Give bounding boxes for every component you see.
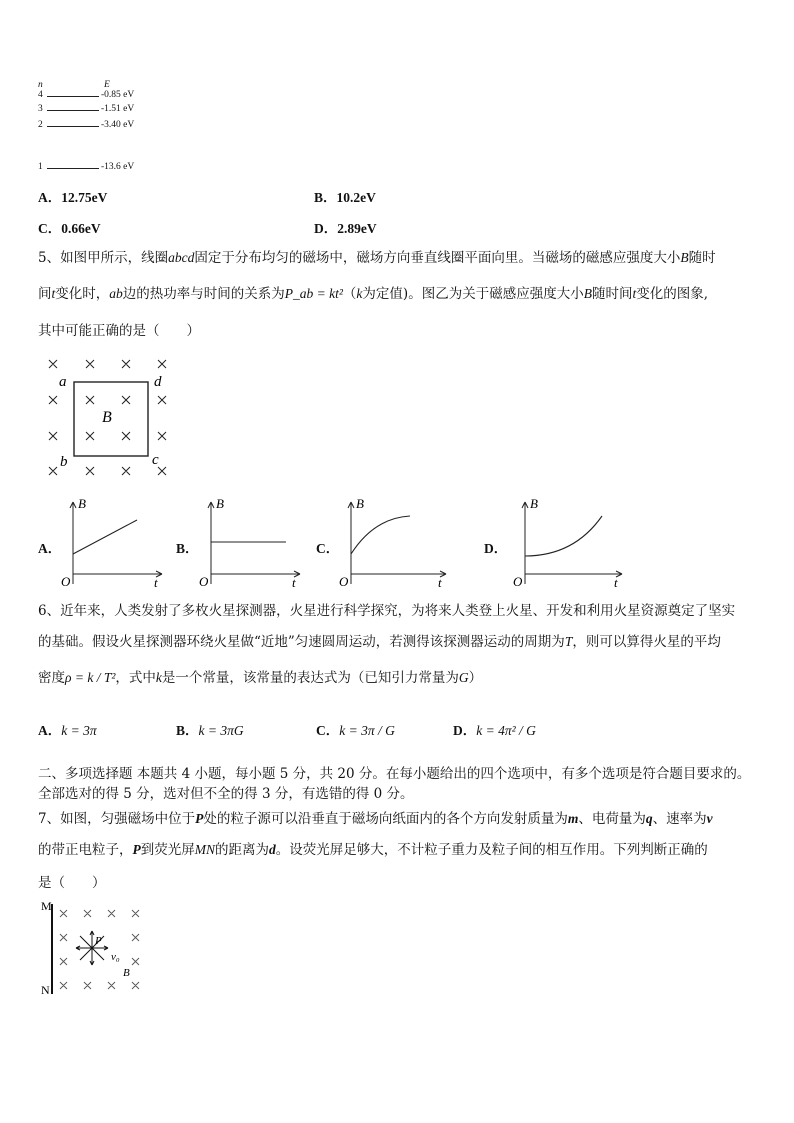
power-formula: P_ab = kt² xyxy=(284,286,343,301)
label-b: b xyxy=(60,454,68,470)
option-value: 0.66eV xyxy=(61,221,101,236)
level-energy: -1.51 eV xyxy=(101,104,135,114)
q6-option-c[interactable]: C．k = 3π / G xyxy=(316,723,395,738)
graph-b xyxy=(196,494,308,590)
q7-line-2: 的带正电粒子，P到荧光屏MN的距离为d。设荧光屏足够大，不计粒子重力及粒子间的相互作用。下列判断正确的 xyxy=(38,842,708,858)
axis-label-y: B xyxy=(530,496,538,511)
q5-line-3: 其中可能正确的是（ ） xyxy=(38,323,200,339)
graph-d xyxy=(510,494,628,590)
axis-label-y: B xyxy=(216,496,224,511)
q6-line-3: 密度ρ = k / T²，式中k是一个常量，该常量的表达式为（已知引力常量为G） xyxy=(38,670,483,686)
e-header: E xyxy=(104,80,110,90)
label-P: P xyxy=(95,935,102,947)
level-energy: -0.85 eV xyxy=(101,90,135,100)
level-line xyxy=(47,96,99,97)
level-n: 1 xyxy=(38,162,43,172)
label-M: M xyxy=(41,899,52,913)
option-d[interactable] xyxy=(314,217,377,237)
axis-label-x: t xyxy=(614,575,618,590)
option-value: 10.2eV xyxy=(336,190,376,205)
option-c[interactable] xyxy=(38,217,101,237)
label-c: c xyxy=(152,452,159,468)
axis-label-y: B xyxy=(78,496,86,511)
q6-option-b[interactable]: B．k = 3πG xyxy=(176,723,244,738)
graph-option-c[interactable]: C． xyxy=(316,541,340,556)
level-energy: -3.40 eV xyxy=(101,120,135,130)
graph-a xyxy=(58,494,170,590)
option-a[interactable] xyxy=(38,186,107,206)
q7-line-1: 7、如图，匀强磁场中位于P处的粒子源可以沿垂直于磁场向纸面内的各个方向发射质量为m、电荷量为q、速率为v xyxy=(38,811,713,827)
curve-convex xyxy=(525,516,602,556)
label-v0: v₀ xyxy=(111,951,120,963)
graph-option-a[interactable]: A． xyxy=(38,541,62,556)
option-b[interactable] xyxy=(314,186,376,206)
level-line xyxy=(47,110,99,111)
q7-line-3: 是（ ） xyxy=(38,875,106,891)
graph-option-b[interactable]: B． xyxy=(176,541,199,556)
label-a: a xyxy=(59,374,67,390)
axis-label-x: t xyxy=(154,575,158,590)
axis-label-x: t xyxy=(438,575,442,590)
level-line xyxy=(47,168,99,169)
n-header: n xyxy=(38,80,43,90)
curve-linear xyxy=(73,520,137,554)
q6-line-1: 6、近年来，人类发射了多枚火星探测器，火星进行科学探究，为将来人类登上火星、开发和利用火星资源奠定了坚实 xyxy=(38,603,736,619)
q6-line-2: 的基础。假设火星探测器环绕火星做“近地”匀速圆周运动，若测得该探测器运动的周期为T，则可以算得火星的平均 xyxy=(38,634,721,650)
level-n: 3 xyxy=(38,104,43,114)
density-formula: ρ = k / T² xyxy=(65,670,116,685)
section-2-line-1: 二、多项选择题 本题共 4 小题，每小题 5 分，共 20 分。在每小题给出的四个选项中，有多个选项是符合题目要求的。 xyxy=(38,766,751,782)
graph-option-d[interactable]: D． xyxy=(484,541,508,556)
option-label: C． xyxy=(38,221,62,236)
graph-c xyxy=(336,494,454,590)
origin-label: O xyxy=(61,574,71,589)
q5-line-1: 5、如图甲所示，线圈abcd固定于分布均匀的磁场中，磁场方向垂直线圈平面向里。当磁场的磁感应强度大小B随时 xyxy=(38,250,716,266)
label-N: N xyxy=(41,983,50,997)
level-n: 4 xyxy=(38,90,43,100)
option-label: B． xyxy=(314,190,337,205)
origin-label: O xyxy=(339,574,349,589)
screen-figure xyxy=(40,898,152,1000)
coil-figure xyxy=(40,354,180,482)
level-n: 2 xyxy=(38,120,43,130)
axis-label-y: B xyxy=(356,496,364,511)
option-label: D． xyxy=(314,221,338,236)
q5-line-2: 间t变化时，ab边的热功率与时间的关系为P_ab = kt²（k为定值)。图乙为关于磁感应强度大小B随时间t变化的图象, xyxy=(38,286,709,302)
section-2-line-2: 全部选对的得 5 分，选对但不全的得 3 分，有选错的得 0 分。 xyxy=(38,786,414,802)
curve-concave xyxy=(351,516,410,554)
origin-label: O xyxy=(199,574,209,589)
option-label: A． xyxy=(38,190,62,205)
level-line xyxy=(47,126,99,127)
label-d: d xyxy=(154,374,162,390)
source-point xyxy=(91,947,94,950)
level-energy: -13.6 eV xyxy=(101,162,135,172)
option-value: 2.89eV xyxy=(337,221,377,236)
label-B: B xyxy=(102,409,112,426)
axis-label-x: t xyxy=(292,575,296,590)
label-B: B xyxy=(123,967,130,979)
q6-option-a[interactable]: A．k = 3π xyxy=(38,723,97,738)
option-value: 12.75eV xyxy=(61,190,108,205)
q6-option-d[interactable]: D．k = 4π² / G xyxy=(453,723,536,738)
origin-label: O xyxy=(513,574,523,589)
